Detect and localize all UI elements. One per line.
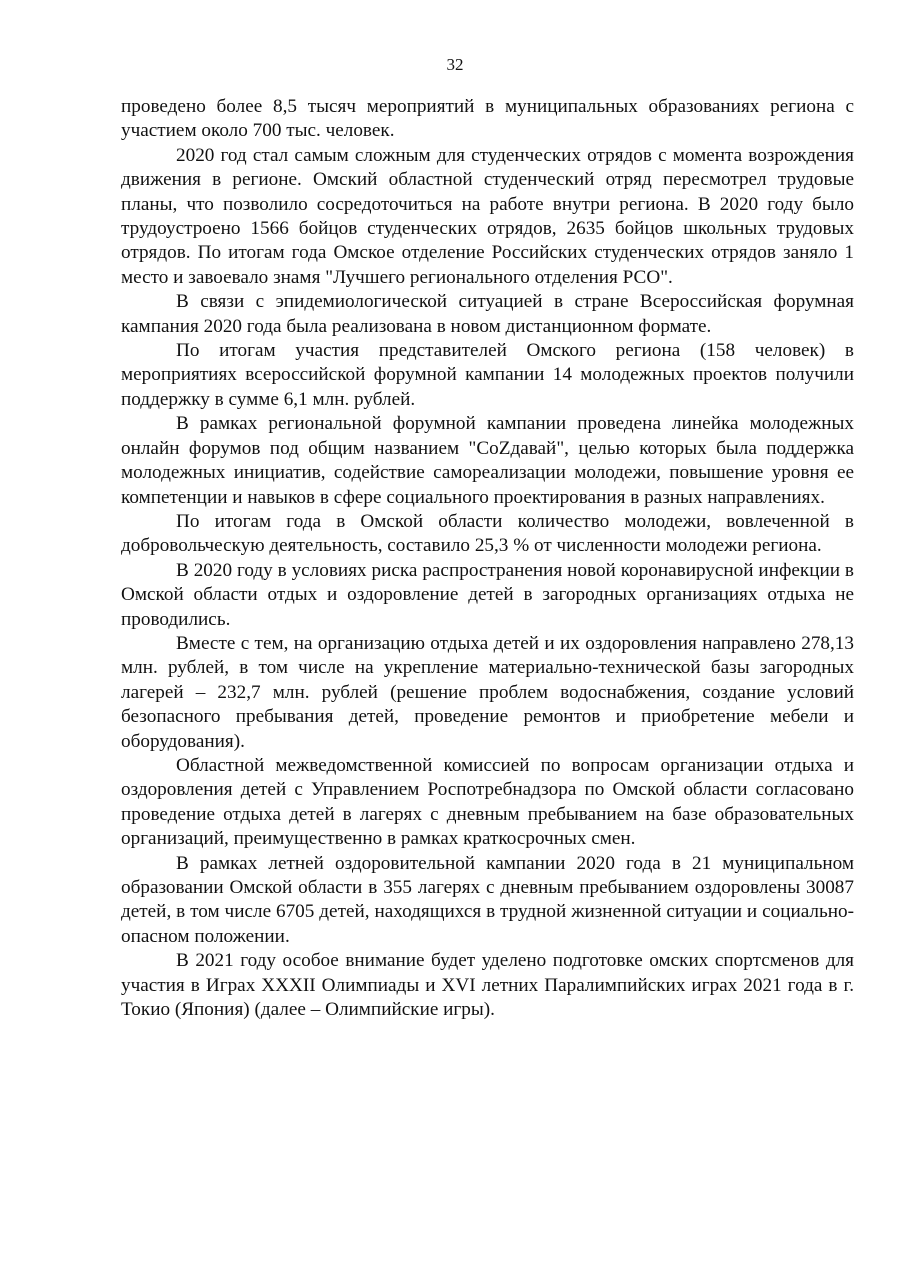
paragraph-summer-campaign: В рамках летней оздоровительной кампании 2020 года в 21 муниципальном образовании Омской области в 355 лагерях с дневным пребыванием оздоровлены 30087 детей, в том числе 6705 детей, находящихся в трудной жизненной ситуации и социально-опасном положении. [121, 852, 854, 947]
page-number: 32 [446, 55, 464, 74]
paragraph-regional-forums: В рамках региональной форумной кампании проведена линейка молодежных онлайн форумов под общим названием "CoZдавай", целью которых была поддержка молодежных инициатив, содействие самореализации молодежи, повышение уровня ее компетенции и навыков в сфере социального проектирования в разных направлениях. [121, 413, 854, 508]
paragraph-olympics: В 2021 году особое внимание будет уделено подготовке омских спортсменов для участия в Играх XXXII Олимпиады и XVI летних Паралимпийских играх 2021 года в г. Токио (Япония) (далее – Олимпийские игры). [121, 950, 854, 1021]
paragraph-recreation-funding: Вместе с тем, на организацию отдыха детей и их оздоровления направлено 278,13 млн. рублей, в том числе на укрепление материально-технической базы загородных лагерей – 232,7 млн. рублей (решение проблем водоснабжения, создание условий безопасного пребывания детей, проведение ремонтов и приобретение мебели и оборудования). [121, 632, 854, 752]
paragraph-continued: проведено более 8,5 тысяч мероприятий в муниципальных образованиях региона с участием около 700 тыс. человек. [121, 96, 854, 142]
body-text [121, 95, 854, 1022]
paragraph-volunteering: По итогам года в Омской области количество молодежи, вовлеченной в добровольческую деятельность, составило 25,3 % от численности молодежи региона. [121, 510, 854, 557]
paragraph-student-brigades: 2020 год стал самым сложным для студенческих отрядов с момента возрождения движения в регионе. Омский областной студенческий отряд пересмотрел трудовые планы, что позволило сосредоточиться на работе внутри региона. В 2020 году было трудоустроено 1566 бойцов студенческих отрядов, 2635 бойцов школьных трудовых отрядов. По итогам года Омское отделение Российских студенческих отрядов заняло 1 место и завоевало знамя "Лучшего регионального отделения РСО". [121, 144, 854, 288]
paragraph-forum-results: По итогам участия представителей Омского региона (158 человек) в мероприятиях всероссийской форумной кампании 14 молодежных проектов получили поддержку в сумме 6,1 млн. рублей. [121, 340, 854, 410]
paragraph-forum-campaign-format: В связи с эпидемиологической ситуацией в стране Всероссийская форумная кампания 2020 года была реализована в новом дистанционном формате. [121, 291, 854, 337]
paragraph-child-recreation: В 2020 году в условиях риска распространения новой коронавирусной инфекции в Омской области отдых и оздоровление детей в загородных организациях отдыха не проводились. [121, 559, 854, 630]
paragraph-commission: Областной межведомственной комиссией по вопросам организации отдыха и оздоровления детей с Управлением Роспотребнадзора по Омской области согласовано проведение отдыха детей в лагерях с дневным пребыванием на базе образовательных организаций, преимущественно в рамках краткосрочных смен. [121, 754, 854, 850]
